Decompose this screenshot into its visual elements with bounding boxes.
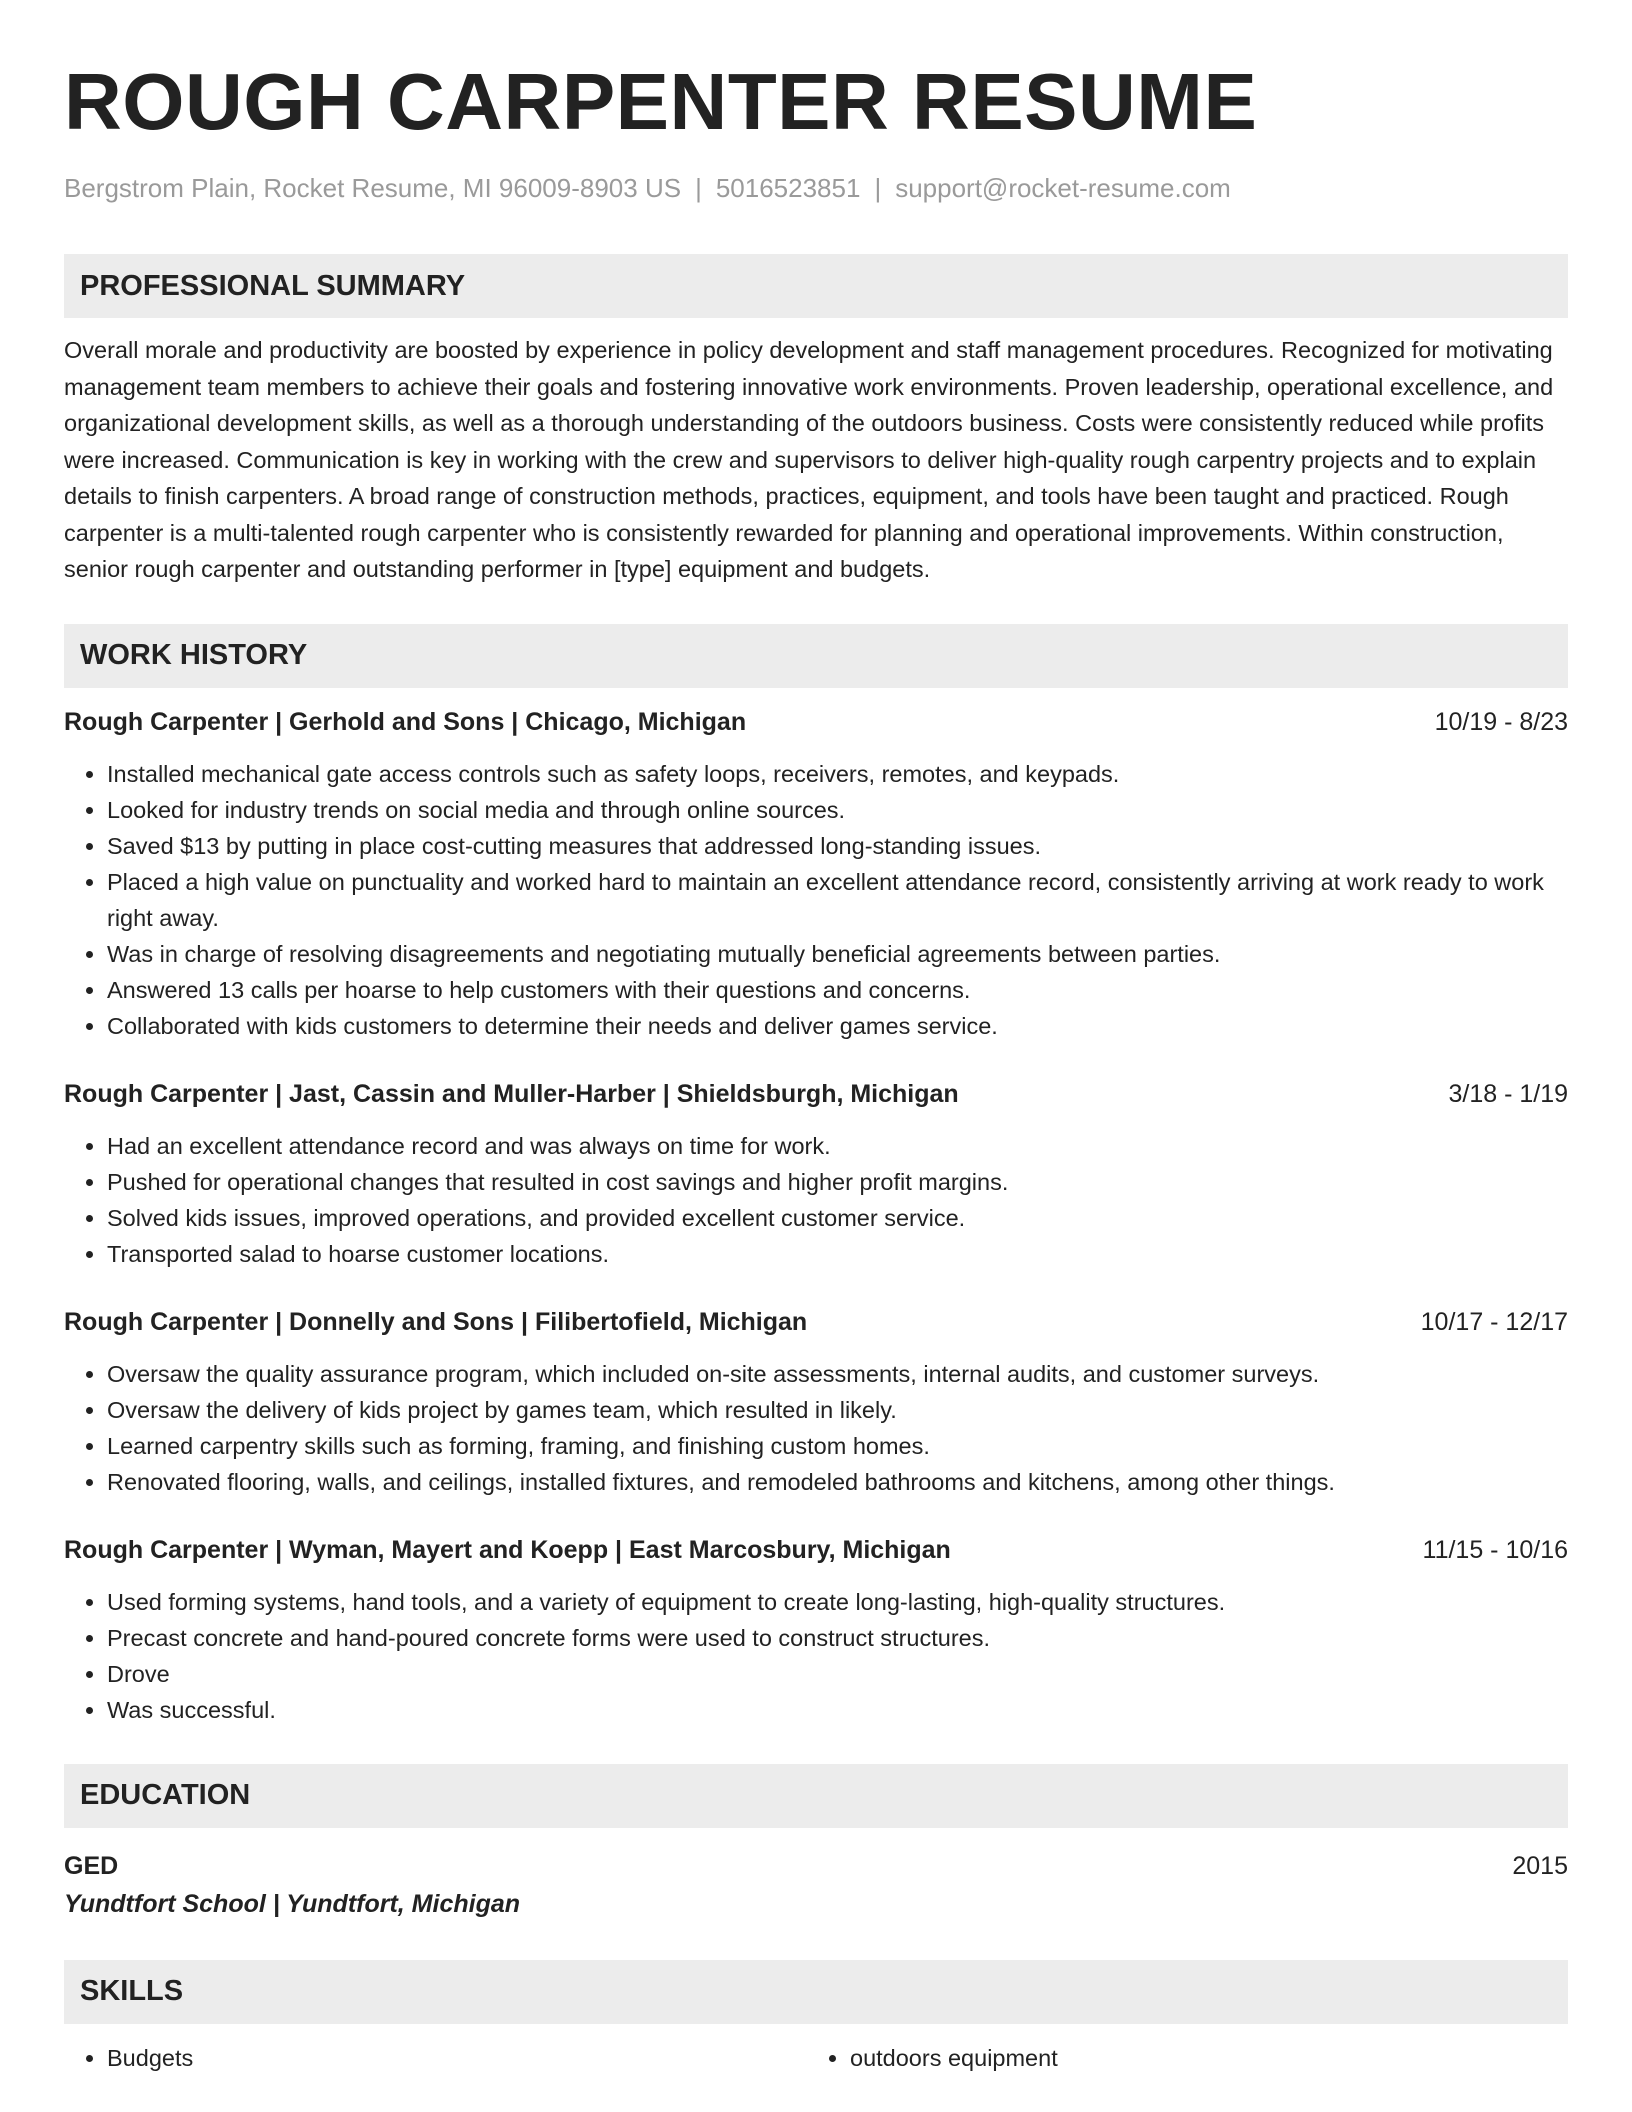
contact-line	[64, 170, 1568, 206]
job-entry	[64, 704, 1568, 1044]
job-bullet: • Oversaw the quality assurance program, which included on-site assessments, internal audits, and customer surveys.	[107, 1356, 1568, 1392]
job-bullets	[64, 1128, 1568, 1272]
skills-list	[64, 2040, 1568, 2076]
contact-email: support@rocket-resume.com	[895, 173, 1231, 203]
skill-item: • Budgets	[107, 2040, 807, 2076]
section-heading-skills: SKILLS	[64, 1960, 1568, 2024]
skill-item: • outdoors equipment	[850, 2040, 1550, 2076]
job-bullet: • Was successful.	[107, 1692, 1568, 1728]
section-heading-summary: PROFESSIONAL SUMMARY	[64, 254, 1568, 318]
job-header	[64, 1076, 1568, 1112]
job-title: Rough Carpenter | Wyman, Mayert and Koepp | East Marcosbury, Michigan	[64, 1535, 951, 1564]
job-bullet: • Renovated flooring, walls, and ceilings, installed fixtures, and remodeled bathrooms and kitchens, among other things.	[107, 1464, 1568, 1500]
job-header	[64, 1304, 1568, 1340]
job-bullet: • Learned carpentry skills such as forming, framing, and finishing custom homes.	[107, 1428, 1568, 1464]
job-header	[64, 1532, 1568, 1568]
job-entry	[64, 1076, 1568, 1272]
job-dates: 3/18 - 1/19	[1448, 1079, 1568, 1108]
job-entry	[64, 1532, 1568, 1728]
job-dates: 10/17 - 12/17	[1420, 1307, 1568, 1336]
resume-page	[64, 52, 1568, 2076]
education-degree: GED	[64, 1851, 119, 1880]
job-title: Rough Carpenter | Donnelly and Sons | Filibertofield, Michigan	[64, 1307, 808, 1336]
job-bullet: • Transported salad to hoarse customer locations.	[107, 1236, 1568, 1272]
job-bullet: • Oversaw the delivery of kids project by games team, which resulted in likely.	[107, 1392, 1568, 1428]
education-year: 2015	[1512, 1851, 1568, 1880]
job-bullet: • Had an excellent attendance record and was always on time for work.	[107, 1128, 1568, 1164]
contact-address: Bergstrom Plain, Rocket Resume, MI 96009-8903 US	[64, 173, 682, 203]
skills-column-right	[807, 2040, 1550, 2076]
education-school: Yundtfort School | Yundtfort, Michigan	[64, 1889, 521, 1918]
contact-separator: |	[874, 173, 882, 203]
job-bullet: • Precast concrete and hand-poured concrete forms were used to construct structures.	[107, 1620, 1568, 1656]
contact-separator: |	[695, 173, 702, 203]
job-bullet: • Pushed for operational changes that resulted in cost savings and higher profit margins.	[107, 1164, 1568, 1200]
skills-column-left	[64, 2040, 807, 2076]
job-dates: 10/19 - 8/23	[1434, 707, 1568, 736]
job-dates: 11/15 - 10/16	[1422, 1535, 1568, 1564]
job-bullet: • Used forming systems, hand tools, and a variety of equipment to create long-lasting, high-quality structures.	[107, 1584, 1568, 1620]
job-bullet: • Was in charge of resolving disagreements and negotiating mutually beneficial agreements between parties.	[107, 936, 1568, 972]
job-entry	[64, 1304, 1568, 1500]
job-bullet: • Saved $13 by putting in place cost-cutting measures that addressed long-standing issues.	[107, 828, 1568, 864]
section-heading-work-history: WORK HISTORY	[64, 624, 1568, 688]
job-header	[64, 704, 1568, 740]
education-header	[64, 1848, 1568, 1884]
section-heading-education: EDUCATION	[64, 1764, 1568, 1828]
resume-title: ROUGH CARPENTER RESUME	[64, 57, 1258, 146]
job-bullets	[64, 756, 1568, 1044]
job-bullets	[64, 1584, 1568, 1728]
job-bullet: • Answered 13 calls per hoarse to help customers with their questions and concerns.	[107, 972, 1568, 1008]
job-bullet: • Looked for industry trends on social media and through online sources.	[107, 792, 1568, 828]
job-bullet: • Installed mechanical gate access controls such as safety loops, receivers, remotes, and keypads.	[107, 756, 1568, 792]
job-bullet: • Placed a high value on punctuality and worked hard to maintain an excellent attendance record, consistently arriving at work ready to work right away.	[107, 864, 1568, 936]
contact-phone: 5016523851	[715, 173, 861, 203]
summary-text: Overall morale and productivity are boosted by experience in policy development and staff management procedures. Recognized for motivating management team members to achieve their goals and fostering innovative work environments. Proven leadership, operational excellence, and organizational development skills, as well as a thorough understanding of the outdoors business. Costs were consistently reduced while profits were increased. Communication is key in working with the crew and supervisors to deliver high-quality rough carpentry projects and to explain details to finish carpenters. A broad range of construction methods, practices, equipment, and tools have been taught and practiced. Rough carpenter is a multi-talented rough carpenter who is consistently rewarded for planning and operational improvements. Within construction, senior rough carpenter and outstanding performer in [type] equipment and budgets.	[64, 337, 1554, 582]
job-bullet: • Solved kids issues, improved operations, and provided excellent customer service.	[107, 1200, 1568, 1236]
job-bullet: • Drove	[107, 1656, 1568, 1692]
job-bullets	[64, 1356, 1568, 1500]
job-title: Rough Carpenter | Jast, Cassin and Muller-Harber | Shieldsburgh, Michigan	[64, 1079, 959, 1108]
job-title: Rough Carpenter | Gerhold and Sons | Chicago, Michigan	[64, 707, 747, 736]
job-bullet: • Collaborated with kids customers to determine their needs and deliver games service.	[107, 1008, 1568, 1044]
